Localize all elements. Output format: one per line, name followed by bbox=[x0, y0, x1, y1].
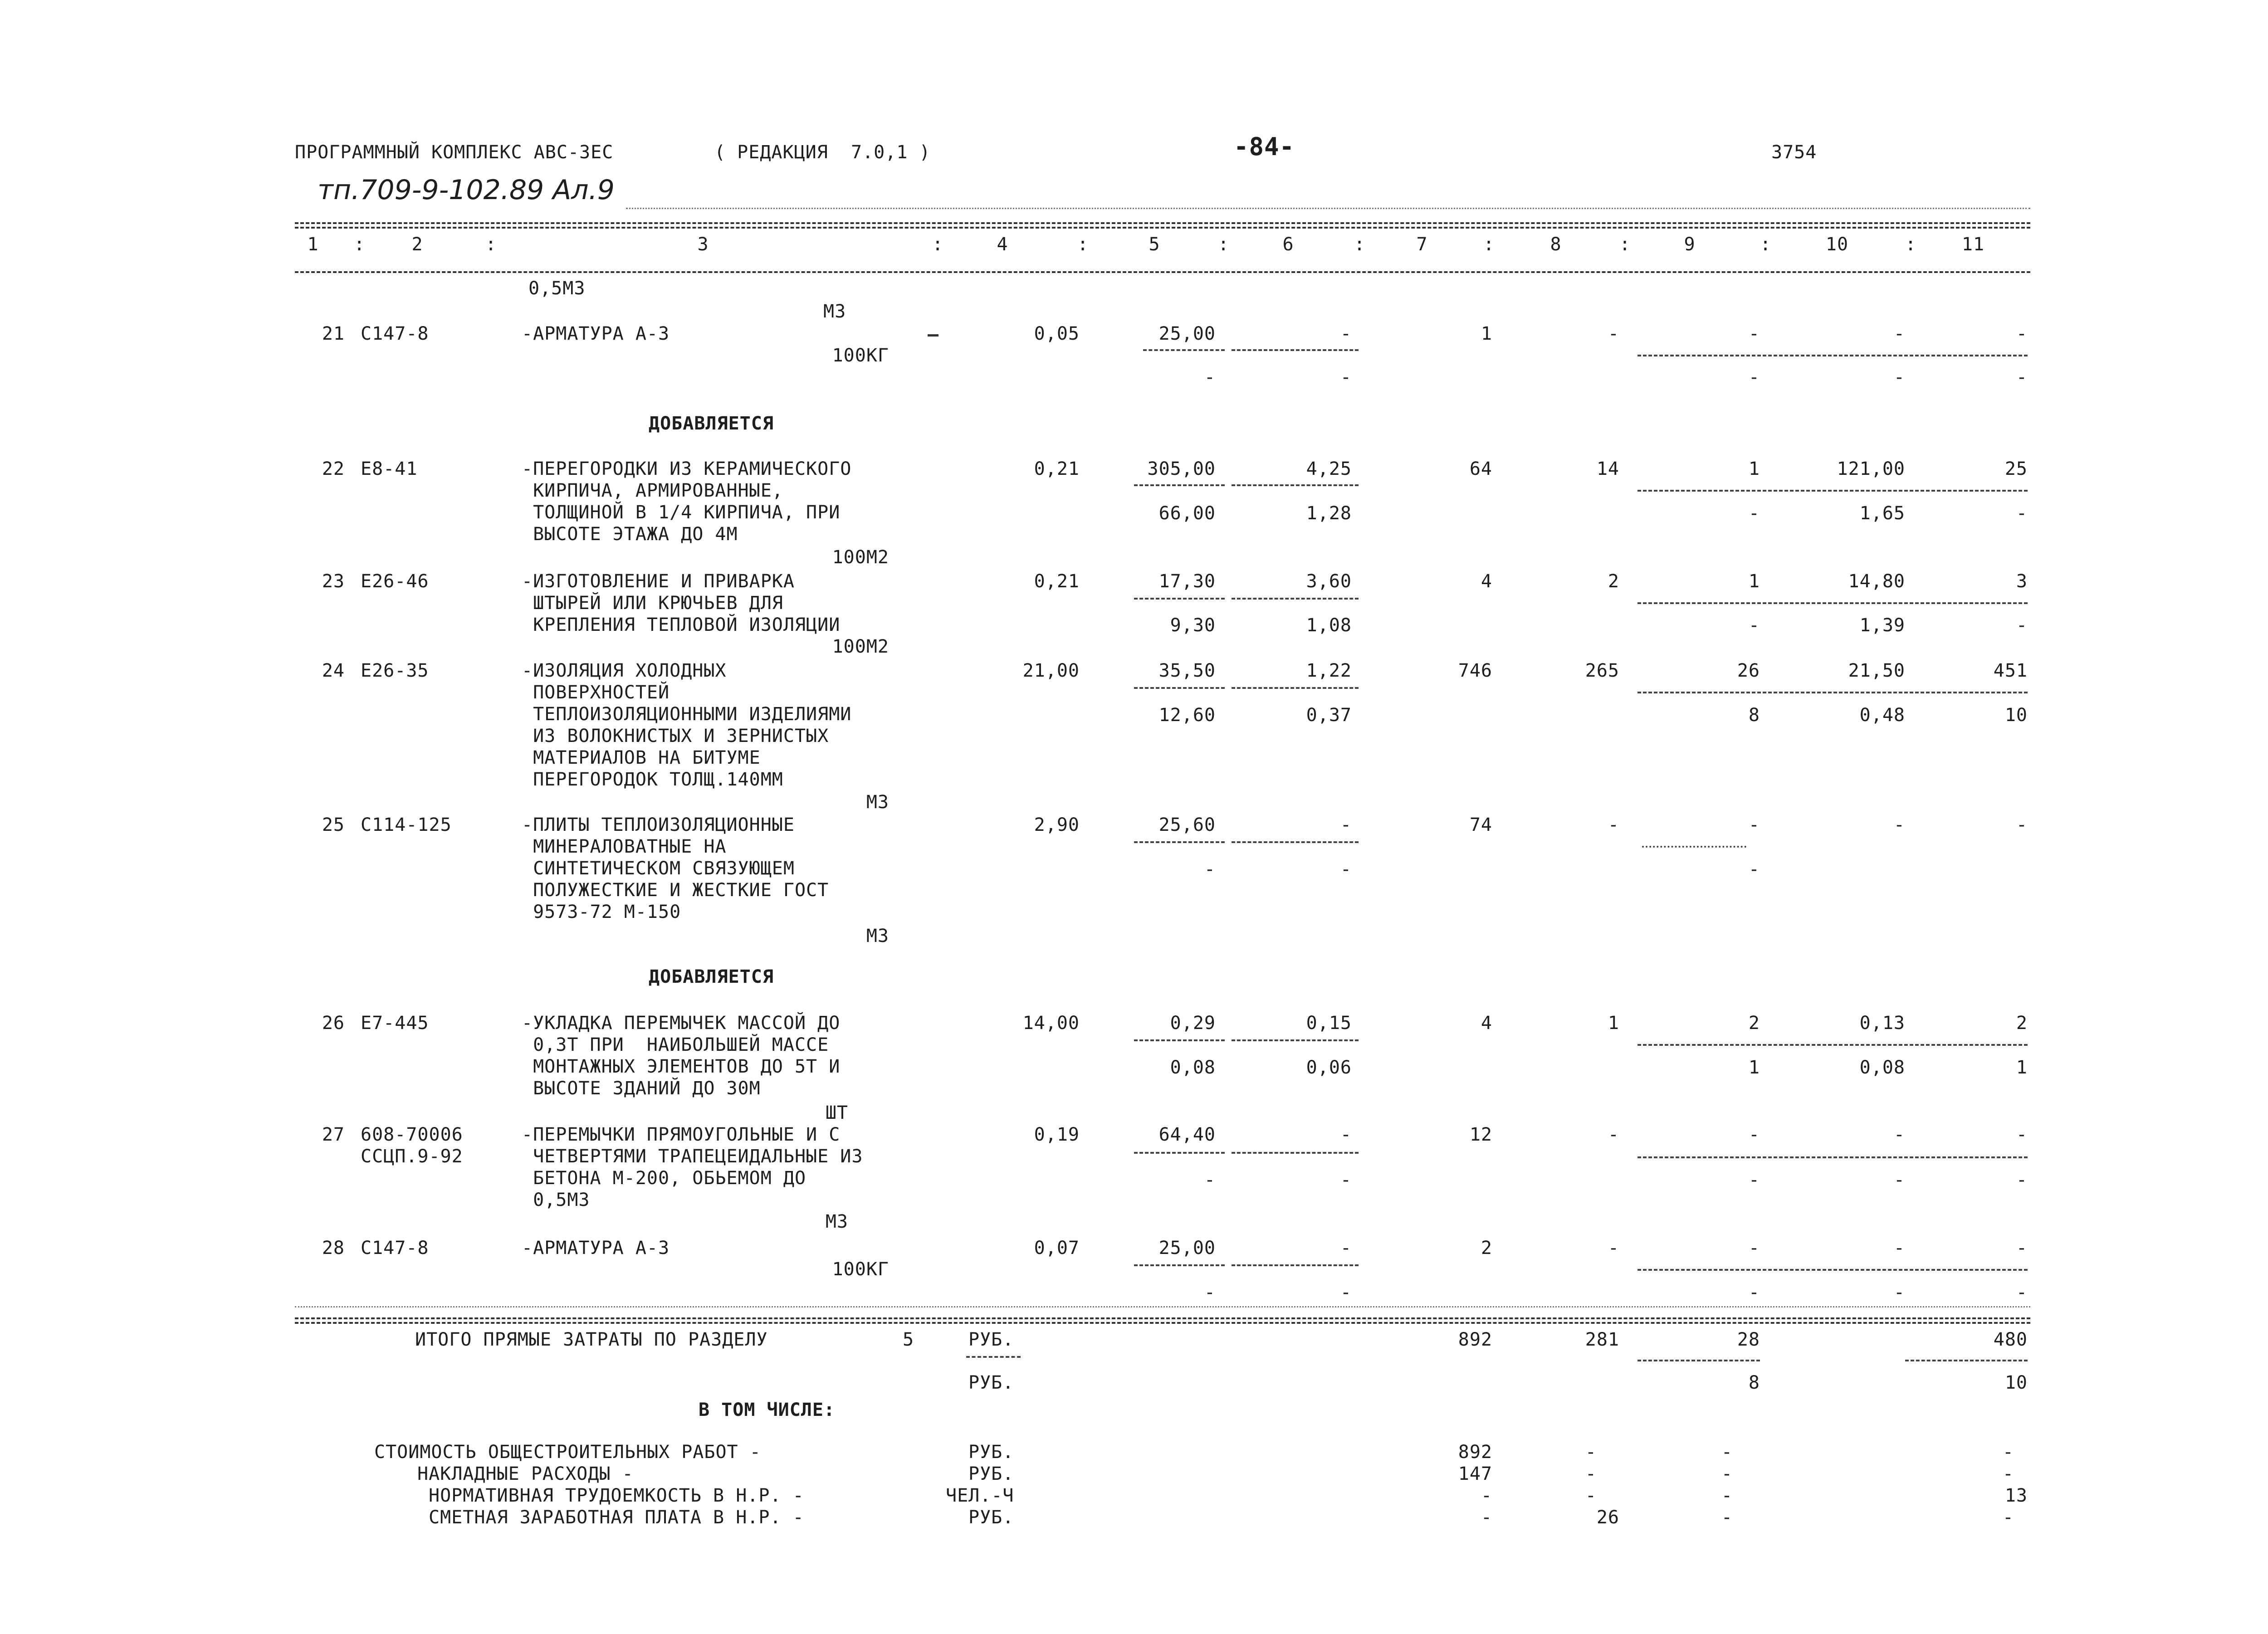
row-unit: 100КГ bbox=[832, 1259, 889, 1280]
row-code: Е8-41 bbox=[361, 458, 418, 479]
row-machines: 1 bbox=[1748, 458, 1760, 479]
row-number: 25 bbox=[322, 815, 345, 835]
row-machine-wages: 1 bbox=[1748, 1057, 1760, 1078]
row-unit-cost-total: 25,00 bbox=[1158, 323, 1216, 344]
row-unit-cost-machines: - bbox=[1340, 1238, 1352, 1258]
row-unit-cost-machine-wages: - bbox=[1340, 367, 1352, 388]
row-machines: 2 bbox=[1748, 1013, 1760, 1034]
col-number: 3 bbox=[697, 234, 709, 255]
item-machines: - bbox=[1721, 1485, 1733, 1506]
row-unit-cost-wages: 12,60 bbox=[1158, 705, 1216, 726]
document-number: 3754 bbox=[1771, 142, 1817, 163]
row-unit-cost-machine-wages: - bbox=[1340, 1282, 1352, 1303]
row-description: -ПЕРЕМЫЧКИ ПРЯМОУГОЛЬНЫЕ И С ЧЕТВЕРТЯМИ ТРАПЕЦЕИДАЛЬНЫЕ ИЗ БЕТОНА М-200, ОБЬЕМОМ ДО 0,5М3 bbox=[522, 1124, 863, 1210]
row-labour-machinists: - bbox=[2016, 615, 2028, 636]
item-unit: РУБ. bbox=[968, 1463, 1014, 1484]
row-unit-cost-machine-wages: 1,08 bbox=[1306, 615, 1352, 636]
row-unit: М3 bbox=[866, 926, 889, 946]
totals-wages: 281 bbox=[1585, 1329, 1619, 1350]
row-unit-cost-machines: - bbox=[1340, 815, 1352, 835]
row-description: -ИЗГОТОВЛЕНИЕ И ПРИВАРКА ШТЫРЕЙ ИЛИ КРЮЧЬЕВ ДЛЯ КРЕПЛЕНИЯ ТЕПЛОВОЙ ИЗОЛЯЦИИ bbox=[522, 571, 841, 635]
edition-label: ( РЕДАКЦИЯ 7.0,1 ) bbox=[714, 142, 931, 163]
col-number: 7 bbox=[1416, 234, 1428, 255]
including-label: В ТОМ ЧИСЛЕ: bbox=[699, 1400, 835, 1420]
row-labour-norm-machinists: 1,39 bbox=[1859, 615, 1905, 636]
row-machine-wages: 8 bbox=[1748, 705, 1760, 726]
row-quantity: 0,05 bbox=[1034, 323, 1080, 344]
item-wages: - bbox=[1585, 1485, 1597, 1506]
item-labour: - bbox=[2002, 1507, 2014, 1528]
row-number: 28 bbox=[322, 1238, 345, 1258]
row-quantity: 14,00 bbox=[1022, 1013, 1080, 1034]
row-code: С114-125 bbox=[361, 815, 452, 835]
table-top-rule-2 bbox=[295, 227, 2030, 229]
row-labour-machinists: - bbox=[2016, 1170, 2028, 1190]
item-wages: - bbox=[1585, 1442, 1597, 1463]
row-unit: 100М2 bbox=[832, 547, 889, 568]
row-labour-norm-machinists: - bbox=[1893, 367, 1905, 388]
row-total-cost: 12 bbox=[1469, 1124, 1492, 1145]
row-machines: 1 bbox=[1748, 571, 1760, 592]
row-unit-cost-total: 0,29 bbox=[1170, 1013, 1216, 1034]
row-total-cost: 4 bbox=[1481, 1013, 1492, 1034]
row-labour-machinists: 1 bbox=[2016, 1057, 2028, 1078]
row-labour-total: - bbox=[2016, 1238, 2028, 1258]
row-machine-wages: - bbox=[1748, 1282, 1760, 1303]
row-labour-norm-machinists: 0,48 bbox=[1859, 705, 1905, 726]
row-quantity: 0,21 bbox=[1034, 458, 1080, 479]
totals-unit: РУБ. bbox=[968, 1329, 1014, 1350]
row-labour-norm: - bbox=[1893, 815, 1905, 835]
row-unit-cost-wages: - bbox=[1204, 859, 1216, 880]
row-total-cost: 746 bbox=[1458, 660, 1492, 681]
row-machine-wages: - bbox=[1748, 859, 1760, 880]
row-labour-norm-machinists: 1,65 bbox=[1859, 503, 1905, 524]
row-labour-total: - bbox=[2016, 323, 2028, 344]
totals-labour: 480 bbox=[1993, 1329, 2028, 1350]
row-labour-total: 2 bbox=[2016, 1013, 2028, 1034]
row-description: -ИЗОЛЯЦИЯ ХОЛОДНЫХ ПОВЕРХНОСТЕЙ ТЕПЛОИЗОЛЯЦИОННЫМИ ИЗДЕЛИЯМИ ИЗ ВОЛОКНИСТЫХ И ЗЕРНИСТЫХ МАТЕРИАЛОВ НА БИТУМЕ ПЕРЕГОРОДОК ТОЛЩ.140ММ bbox=[522, 660, 852, 790]
row-machines: - bbox=[1748, 1124, 1760, 1145]
row-machines: - bbox=[1748, 815, 1760, 835]
row-labour-norm-machinists: 0,08 bbox=[1859, 1057, 1905, 1078]
row-unit-cost-machine-wages: 0,37 bbox=[1306, 705, 1352, 726]
row-unit-cost-wages: - bbox=[1204, 367, 1216, 388]
added-label: ДОБАВЛЯЕТСЯ bbox=[649, 966, 774, 987]
row-unit-cost-machine-wages: 1,28 bbox=[1306, 503, 1352, 524]
totals-top-rule-2 bbox=[295, 1322, 2030, 1324]
item-unit: РУБ. bbox=[968, 1442, 1014, 1463]
row-quantity: 0,19 bbox=[1034, 1124, 1080, 1145]
row-unit: 100КГ bbox=[832, 345, 889, 366]
item-machines: - bbox=[1721, 1507, 1733, 1528]
row-unit-cost-wages: - bbox=[1204, 1170, 1216, 1190]
col-number: 9 bbox=[1684, 234, 1696, 255]
col-number: 6 bbox=[1282, 234, 1294, 255]
row-machine-wages: - bbox=[1748, 367, 1760, 388]
row-number: 24 bbox=[322, 660, 345, 681]
item-total: 147 bbox=[1458, 1463, 1492, 1484]
row-machine-wages: - bbox=[1748, 503, 1760, 524]
item-label: СМЕТНАЯ ЗАРАБОТНАЯ ПЛАТА В Н.Р. - bbox=[429, 1507, 804, 1528]
row-machines: - bbox=[1748, 1238, 1760, 1258]
row-labour-total: - bbox=[2016, 1124, 2028, 1145]
totals-unit-wages: РУБ. bbox=[968, 1372, 1014, 1393]
totals-top-rule bbox=[295, 1317, 2030, 1319]
item-unit: РУБ. bbox=[968, 1507, 1014, 1528]
row-wages: 1 bbox=[1608, 1013, 1619, 1034]
row-quantity: 0,21 bbox=[1034, 571, 1080, 592]
totals-machine-wages: 8 bbox=[1748, 1372, 1760, 1393]
row-labour-norm: - bbox=[1893, 323, 1905, 344]
row-total-cost: 1 bbox=[1481, 323, 1492, 344]
row-wages: - bbox=[1608, 815, 1619, 835]
row-labour-machinists: - bbox=[2016, 367, 2028, 388]
row-unit-cost-total: 25,00 bbox=[1158, 1238, 1216, 1258]
row-code: Е26-35 bbox=[361, 660, 429, 681]
row-description: -АРМАТУРА А-3 bbox=[522, 1238, 670, 1258]
row-labour-norm-machinists: - bbox=[1893, 1282, 1905, 1303]
totals-total-cost: 892 bbox=[1458, 1329, 1492, 1350]
page-number: -84- bbox=[1234, 132, 1295, 161]
row-number: 22 bbox=[322, 458, 345, 479]
row-unit-cost-machine-wages: - bbox=[1340, 1170, 1352, 1190]
row-unit-cost-total: 35,50 bbox=[1158, 660, 1216, 681]
row-unit-cost-machine-wages: - bbox=[1340, 859, 1352, 880]
row-wages: - bbox=[1608, 323, 1619, 344]
row-quantity: 21,00 bbox=[1022, 660, 1080, 681]
row-labour-machinists: - bbox=[2016, 1282, 2028, 1303]
totals-machines: 28 bbox=[1737, 1329, 1760, 1350]
row-wages: - bbox=[1608, 1124, 1619, 1145]
row-unit-cost-machines: 0,15 bbox=[1306, 1013, 1352, 1034]
row-machine-wages: - bbox=[1748, 1170, 1760, 1190]
row-unit-cost-wages: 9,30 bbox=[1170, 615, 1216, 636]
row-description: -ПЕРЕГОРОДКИ ИЗ КЕРАМИЧЕСКОГО КИРПИЧА, АРМИРОВАННЫЕ, ТОЛЩИНОЙ В 1/4 КИРПИЧА, ПРИ ВЫСОТЕ ЭТАЖА ДО 4М bbox=[522, 458, 852, 545]
col-number: 10 bbox=[1825, 234, 1849, 255]
row-unit-cost-wages: - bbox=[1204, 1282, 1216, 1303]
row-unit-cost-total: 17,30 bbox=[1158, 571, 1216, 592]
row-labour-total: - bbox=[2016, 815, 2028, 835]
row-code: С147-8 bbox=[361, 323, 429, 344]
row-unit-cost-machines: 4,25 bbox=[1306, 458, 1352, 479]
row-unit-cost-wages: 66,00 bbox=[1158, 503, 1216, 524]
totals-labour-machinists: 10 bbox=[2004, 1372, 2028, 1393]
row-number: 26 bbox=[322, 1013, 345, 1034]
row-machines: 26 bbox=[1737, 660, 1760, 681]
row-code: Е7-445 bbox=[361, 1013, 429, 1034]
row-labour-total: 25 bbox=[2004, 458, 2028, 479]
item-wages: 26 bbox=[1596, 1507, 1619, 1528]
row-labour-norm: 0,13 bbox=[1859, 1013, 1905, 1034]
row-labour-norm: 21,50 bbox=[1848, 660, 1905, 681]
item-total: - bbox=[1481, 1507, 1492, 1528]
item-wages: - bbox=[1585, 1463, 1597, 1484]
row-wages: 14 bbox=[1596, 458, 1619, 479]
row-labour-machinists: - bbox=[2016, 503, 2028, 524]
row-unit-cost-machines: 3,60 bbox=[1306, 571, 1352, 592]
item-unit: ЧЕЛ.-Ч bbox=[946, 1485, 1014, 1506]
row-number: 27 bbox=[322, 1124, 345, 1145]
handwritten-reference: тп.709-9-102.89 Ал.9 bbox=[318, 174, 615, 206]
row-unit-cost-total: 25,60 bbox=[1158, 815, 1216, 835]
table-bottom-dotted-rule bbox=[295, 1306, 2030, 1307]
row-machine-wages: - bbox=[1748, 615, 1760, 636]
row-code: Е26-46 bbox=[361, 571, 429, 592]
row-total-cost: 74 bbox=[1469, 815, 1492, 835]
row-total-cost: 4 bbox=[1481, 571, 1492, 592]
program-title: ПРОГРАММНЫЙ КОМПЛЕКС АВС-3ЕС bbox=[295, 142, 614, 163]
row-code: С147-8 bbox=[361, 1238, 429, 1258]
item-label: НАКЛАДНЫЕ РАСХОДЫ - bbox=[417, 1463, 634, 1484]
item-labour: - bbox=[2002, 1463, 2014, 1484]
row-unit: М3 bbox=[866, 792, 889, 813]
row-labour-norm: - bbox=[1893, 1238, 1905, 1258]
item-labour: - bbox=[2002, 1442, 2014, 1463]
row-number: 21 bbox=[322, 323, 345, 344]
row-wages: - bbox=[1608, 1238, 1619, 1258]
row-number: 23 bbox=[322, 571, 345, 592]
row-code: 608-70006 bbox=[361, 1124, 463, 1145]
column-header-bottom-rule bbox=[295, 271, 2030, 273]
item-machines: - bbox=[1721, 1463, 1733, 1484]
row-description: -АРМАТУРА А-3 bbox=[522, 323, 670, 344]
row-total-cost: 64 bbox=[1469, 458, 1492, 479]
row-unit-cost-machine-wages: 0,06 bbox=[1306, 1057, 1352, 1078]
row-labour-norm: 14,80 bbox=[1848, 571, 1905, 592]
row-unit-cost-machines: - bbox=[1340, 323, 1352, 344]
row-quantity: 2,90 bbox=[1034, 815, 1080, 835]
row-wages: 2 bbox=[1608, 571, 1619, 592]
totals-section-number: 5 bbox=[903, 1329, 914, 1350]
col-number: 2 bbox=[411, 234, 423, 255]
item-label: НОРМАТИВНАЯ ТРУДОЕМКОСТЬ В Н.Р. - bbox=[429, 1485, 804, 1506]
item-total: - bbox=[1481, 1485, 1492, 1506]
row-unit: М3 bbox=[825, 1211, 848, 1232]
col-number: 1 bbox=[307, 234, 319, 255]
row-labour-norm-machinists: - bbox=[1893, 1170, 1905, 1190]
row-labour-norm: - bbox=[1893, 1124, 1905, 1145]
row-code-source: ССЦП.9-92 bbox=[361, 1146, 463, 1167]
totals-label: ИТОГО ПРЯМЫЕ ЗАТРАТЫ ПО РАЗДЕЛУ bbox=[415, 1329, 768, 1350]
item-labour: 13 bbox=[2004, 1485, 2028, 1506]
row-machines: - bbox=[1748, 323, 1760, 344]
col-number: 8 bbox=[1550, 234, 1562, 255]
row-unit-cost-total: 305,00 bbox=[1147, 458, 1216, 479]
item-label: СТОИМОСТЬ ОБЩЕСТРОИТЕЛЬНЫХ РАБОТ - bbox=[374, 1442, 761, 1463]
row-labour-total: 451 bbox=[1993, 660, 2028, 681]
row-unit-cost-wages: 0,08 bbox=[1170, 1057, 1216, 1078]
row-unit-cost-machines: - bbox=[1340, 1124, 1352, 1145]
row-description: -ПЛИТЫ ТЕПЛОИЗОЛЯЦИОННЫЕ МИНЕРАЛОВАТНЫЕ НА СИНТЕТИЧЕСКОМ СВЯЗУЮЩЕМ ПОЛУЖЕСТКИЕ И ЖЕСТКИЕ ГОСТ 9573-72 М-150 bbox=[522, 815, 829, 922]
col-number: 5 bbox=[1149, 234, 1160, 255]
row-unit-cost-total: 64,40 bbox=[1158, 1124, 1216, 1145]
item-machines: - bbox=[1721, 1442, 1733, 1463]
row-quantity: 0,07 bbox=[1034, 1238, 1080, 1258]
header-dotted-rule bbox=[626, 208, 2030, 209]
added-label: ДОБАВЛЯЕТСЯ bbox=[649, 413, 774, 434]
row-unit: 100М2 bbox=[832, 636, 889, 657]
item-total: 892 bbox=[1458, 1442, 1492, 1463]
carry-over-unit: М3 bbox=[823, 301, 846, 322]
row-unit-cost-machines: 1,22 bbox=[1306, 660, 1352, 681]
col-number: 4 bbox=[997, 234, 1008, 255]
row-wages: 265 bbox=[1585, 660, 1619, 681]
col-number: 11 bbox=[1961, 234, 1985, 255]
row-description: -УКЛАДКА ПЕРЕМЫЧЕК МАССОЙ ДО 0,3Т ПРИ НАИБОЛЬШЕЙ МАССЕ МОНТАЖНЫХ ЭЛЕМЕНТОВ ДО 5Т И ВЫСОТЕ ЗДАНИЙ ДО 30М bbox=[522, 1013, 841, 1099]
row-labour-norm: 121,00 bbox=[1837, 458, 1905, 479]
carry-over-text: 0,5М3 bbox=[528, 278, 586, 299]
row-labour-machinists: 10 bbox=[2004, 705, 2028, 726]
row-unit: ШТ bbox=[825, 1102, 848, 1123]
row-total-cost: 2 bbox=[1481, 1238, 1492, 1258]
row-labour-total: 3 bbox=[2016, 571, 2028, 592]
table-top-rule bbox=[295, 222, 2030, 224]
